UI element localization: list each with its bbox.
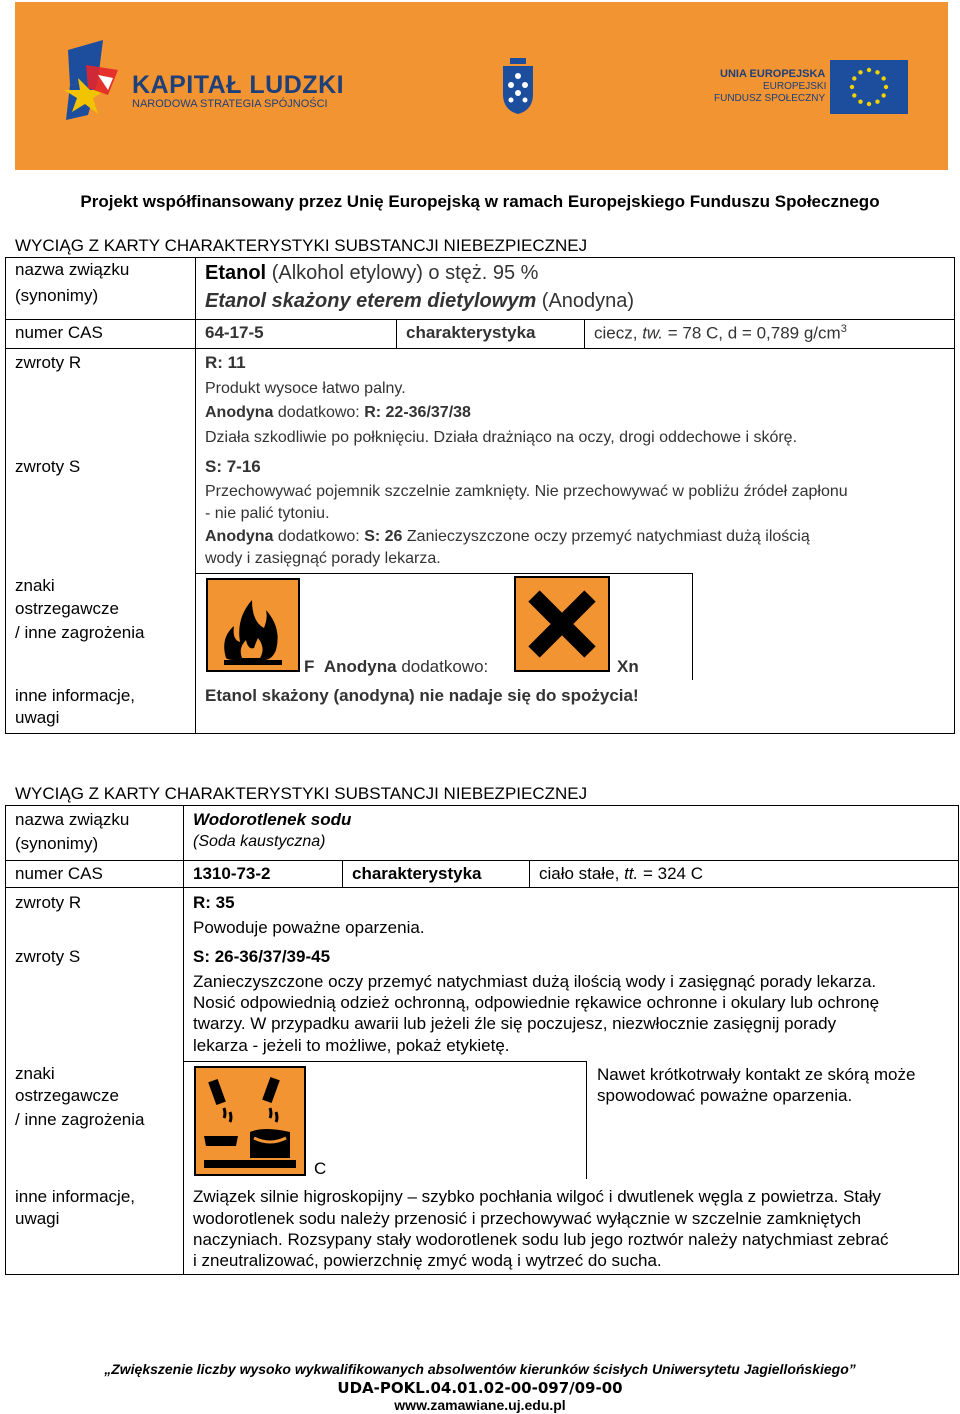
crest-icon: [500, 58, 536, 116]
project-note: Projekt współfinansowany przez Unię Europejską w ramach Europejskiego Funduszu Społecznego: [80, 192, 880, 211]
card1-s-text-2: - nie palić tytoniu.: [205, 505, 330, 522]
card1-hazard-label-2: ostrzegawcze: [15, 599, 119, 618]
card1-info-text: Etanol skażony (anodyna) nie nadaje się do spożycia!: [205, 686, 639, 705]
card1-char-value: [594, 323, 847, 344]
card2-s-line: lekarza - jeżeli to możliwe, pokaż etykietę.: [193, 1036, 510, 1055]
card1-s-anodyna-text: Zanieczyszczone oczy przemyć natychmiast dużą ilością: [406, 528, 810, 545]
card2-hazard-label-1: znaki: [15, 1064, 55, 1083]
card2-info-line: i zneutralizować, powierzchnię zmyć wodą i wytrzeć do sucha.: [193, 1251, 662, 1270]
card2-hazard-note-1: Nawet krótkotrwały kontakt ze skórą może: [597, 1065, 916, 1084]
card2-char-tt: tt.: [624, 864, 639, 883]
corrosive-hazard-icon: [194, 1066, 306, 1176]
card1-r-text-2: Działa szkodliwie po połknięciu. Działa drażniąco na oczy, drogi oddechowe i skórę.: [205, 429, 798, 446]
card2-s-line: twarzy. W przypadku awarii lub jeżeli źle się poczujesz, niezwłocznie zasięgnij porady: [193, 1014, 837, 1033]
eu-line-1: UNIA EUROPEJSKA: [720, 68, 826, 80]
footer-line-3: www.zamawiane.uj.edu.pl: [394, 1397, 566, 1413]
card1-r-anodyna-code: R: 22-36/37/38: [364, 404, 471, 421]
card1-cas-value: 64-17-5: [205, 323, 264, 342]
footer-line-2: UDA-POKL.04.01.02-00-097/09-00: [337, 1379, 623, 1397]
card2-cas-label: numer CAS: [15, 864, 103, 883]
card1-heading: WYCIĄG Z KARTY CHARAKTERYSTYKI SUBSTANCJI NIEBEZPIECZNEJ: [15, 236, 588, 255]
card1-labels-cell: [5, 348, 196, 734]
footer-line-1: „Zwiększenie liczby wysoko wykwalifikowanych absolwentów kierunków ścisłych Uniwersytetu Jagiellońskiego”: [104, 1361, 856, 1377]
card1-s-text-3: wody i zasięgnąć porady lekarza.: [205, 550, 441, 567]
eu-line-2: EUROPEJSKI: [763, 81, 827, 92]
card2-s-code: S: 26-36/37/39-45: [193, 947, 331, 966]
card1-hazard-label-1: znaki: [15, 576, 55, 595]
card1-char-label: charakterystyka: [406, 323, 536, 342]
card1-s-code: S: 7-16: [205, 457, 261, 476]
card1-s-text-1: Przechowywać pojemnik szczelnie zamknięty. Nie przechowywać w pobliżu źródeł zapłonu: [205, 483, 848, 500]
card1-r-anodyna-mid: dodatkowo:: [277, 404, 360, 421]
card2-hazard-label-3: / inne zagrożenia: [15, 1110, 145, 1129]
eu-line-3: FUNDUSZ SPOŁECZNY: [714, 93, 826, 104]
card1-r-label: zwroty R: [15, 353, 82, 372]
card1-synonym-rest: (Anodyna): [541, 290, 635, 312]
card1-r-text-1: Produkt wysoce łatwo palny.: [205, 380, 406, 397]
card1-info-label-1: inne informacje,: [15, 686, 136, 705]
eu-flag-icon: [830, 60, 908, 114]
card2-s-line: Zanieczyszczone oczy przemyć natychmiast dużą ilością wody i zasięgnąć porady lekarza.: [193, 972, 877, 991]
card2-name-label-2: (synonimy): [15, 834, 99, 853]
card2-info-label-2: uwagi: [15, 1209, 60, 1228]
card1-name-label-1: nazwa związku: [15, 260, 130, 279]
card1-synonym-bold: Etanol skażony eterem dietylowym: [205, 290, 537, 312]
card2-char-rest: = 324 C: [642, 864, 703, 883]
card2-name-label-1: nazwa związku: [15, 810, 130, 829]
card2-info-label-1: inne informacje,: [15, 1187, 136, 1206]
card1-char-sup: 3: [840, 323, 847, 335]
card1-s-anodyna-mid: dodatkowo:: [277, 528, 360, 545]
kapital-logo-subtitle: NARODOWA STRATEGIA SPÓJNOŚCI: [132, 98, 328, 110]
card2-char-value: [539, 864, 703, 884]
card2-hazard-label-2: ostrzegawcze: [15, 1086, 119, 1105]
card1-info-label-2: uwagi: [15, 708, 60, 727]
card1-char-rest: = 78 C, d = 0,789 g/cm: [667, 323, 841, 343]
card1-r-anodyna-bold: Anodyna: [205, 404, 274, 421]
card1-hazard-anodyna-mid: dodatkowo:: [401, 657, 489, 676]
card2-heading: WYCIĄG Z KARTY CHARAKTERYSTYKI SUBSTANCJI NIEBEZPIECZNEJ: [15, 784, 588, 803]
kapital-ludzki-logo-icon: [58, 40, 128, 130]
card1-name-label-2: (synonimy): [15, 286, 99, 305]
card1-name-bold: Etanol: [205, 262, 267, 284]
card2-r-text: Powoduje poważne oparzenia.: [193, 918, 425, 937]
card1-char-tw: tw.: [642, 323, 663, 343]
card2-info-line: Związek silnie higroskopijny – szybko pochłania wilgoć i dwutlenek węgla z powietrza. Stały: [193, 1187, 881, 1206]
card1-char-prefix: ciecz,: [594, 323, 638, 343]
card1-hazard-symbol-2: Xn: [617, 657, 639, 676]
card1-name-line: [205, 261, 538, 285]
card1-r-anodyna-line: [205, 403, 471, 422]
card1-s-anodyna-line: [205, 527, 810, 546]
card1-hazard-mid: [304, 657, 488, 677]
card2-r-label: zwroty R: [15, 893, 82, 912]
card2-r-code: R: 35: [193, 893, 235, 912]
card1-hazard-symbol-1: F: [304, 657, 315, 676]
card2-synonym: (Soda kaustyczna): [193, 833, 326, 850]
card2-name-bold: Wodorotlenek sodu: [193, 810, 352, 829]
card1-s-label: zwroty S: [15, 457, 81, 476]
card1-synonym-line: [205, 289, 634, 313]
card2-char-label: charakterystyka: [352, 864, 482, 883]
card1-hazard-label-3: / inne zagrożenia: [15, 623, 145, 642]
card2-s-line: Nosić odpowiednią odzież ochronną, odpowiednie rękawice ochronne i okulary lub ochronę: [193, 993, 880, 1012]
card1-name-rest: (Alkohol etylowy) o stęż. 95 %: [271, 262, 539, 284]
card1-s-anodyna-bold: Anodyna: [205, 528, 274, 545]
card2-cas-value: 1310-73-2: [193, 864, 271, 883]
card2-hazard-note-2: spowodować poważne oparzenia.: [597, 1086, 853, 1105]
card2-info-line: wodorotlenek sodu należy przenosić i przechowywać wyłącznie w szczelnie zamkniętych: [193, 1209, 862, 1228]
kapital-logo-title: KAPITAŁ LUDZKI: [132, 71, 345, 99]
card2-info-line: naczyniach. Rozsypany stały wodorotlenek sodu lub jego roztwór należy natychmiast zebrać: [193, 1230, 889, 1249]
card1-r-code: R: 11: [205, 353, 246, 372]
harmful-x-hazard-icon: [514, 576, 610, 672]
card1-hazard-anodyna-bold: Anodyna: [323, 657, 397, 676]
flame-hazard-icon: [206, 578, 300, 672]
card2-hazard-symbol: C: [314, 1159, 327, 1178]
card1-cas-label: numer CAS: [15, 323, 103, 342]
card1-s-anodyna-code: S: 26: [364, 528, 403, 545]
card2-char-prefix: ciało stałe,: [539, 864, 620, 883]
card2-s-label: zwroty S: [15, 947, 81, 966]
